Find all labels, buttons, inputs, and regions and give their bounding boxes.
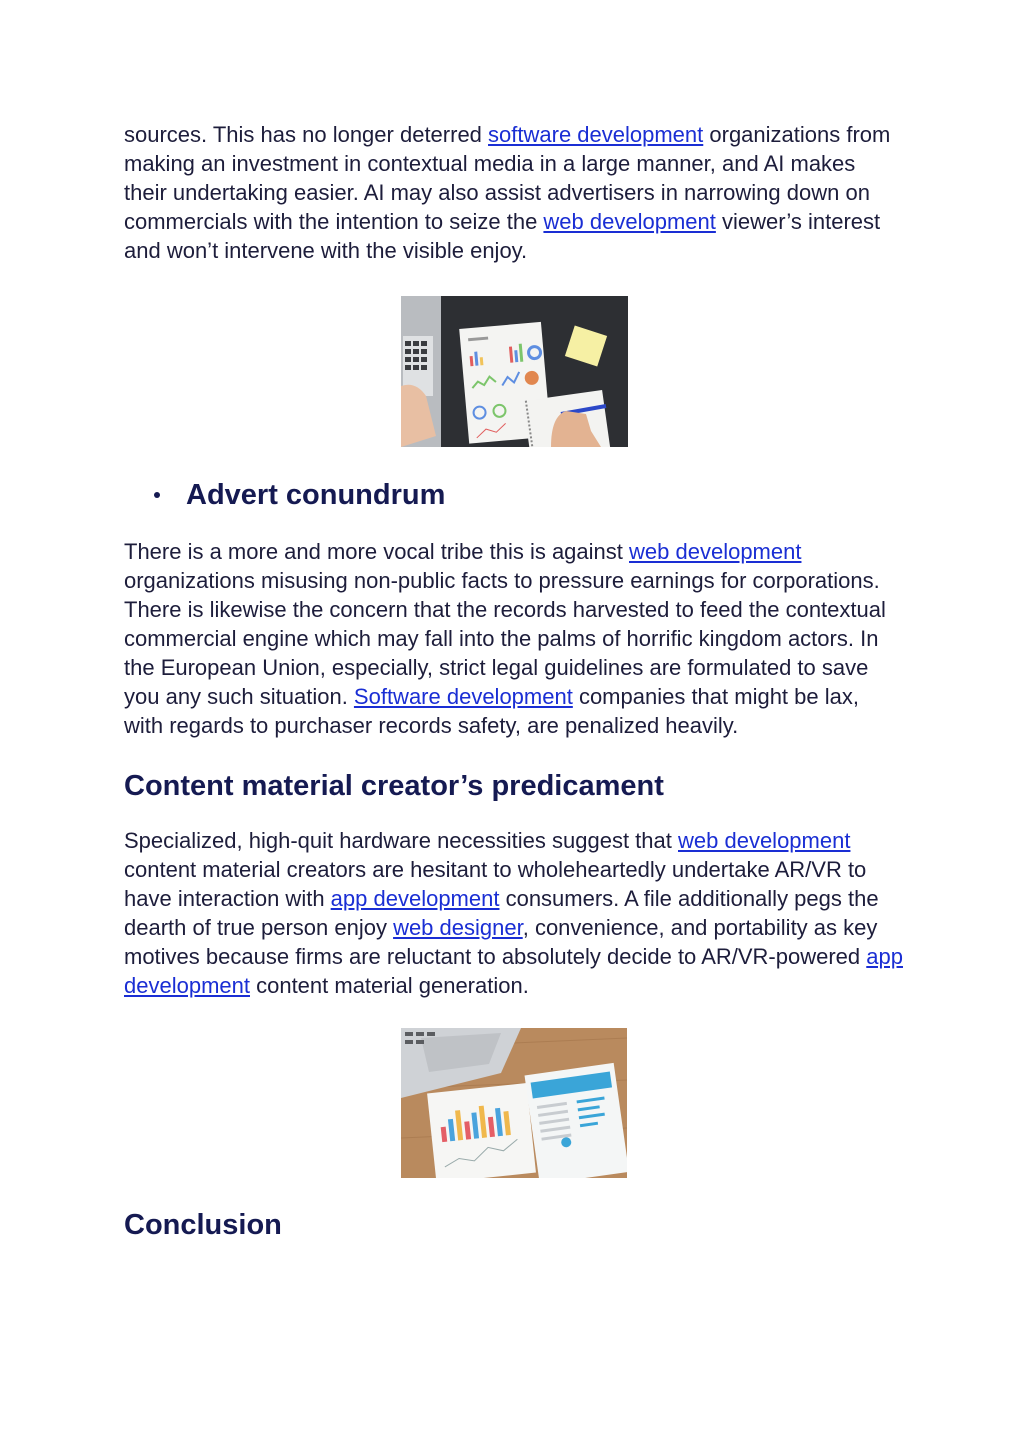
heading-content-creator: Content material creator’s predicament [124, 770, 664, 802]
heading-advert-conundrum: Advert conundrum [186, 479, 446, 511]
link-software-development[interactable]: Software development [353, 684, 573, 709]
analytics-desk-image [401, 296, 628, 447]
document-page [124, 120, 904, 1243]
bullet-heading-row [154, 477, 904, 513]
paragraph-advert: There is a more and more vocal tribe this is against web development organizations misusing non-public facts to pressure earnings for corporations. There is likewise the concern that the records harvested to feed the contextual commercial engine which may fall into the palms of horrific kingdom actors. In the European Union, especially, strict legal guidelines are formulated to save you any such situation. Software development companies that might be lax, with regards to purchaser records safety, are penalized heavily. [124, 539, 886, 738]
link-web-designer[interactable]: web designer [393, 915, 523, 940]
paragraph-intro: sources. This has no longer deterred software development organizations from making an investment in contextual media in a large manner, and AI makes their undertaking easier. AI may also assist advertisers in narrowing down on commercials with the intention to seize the web development viewer’s interest and won’t intervene with the visible enjoy. [124, 122, 891, 263]
link-software-development[interactable]: software development [488, 122, 704, 147]
link-app-development[interactable]: app development [330, 886, 500, 911]
paragraph-content-creator: Specialized, high-quit hardware necessities suggest that web development content material creators are hesitant to wholeheartedly undertake AR/VR to have interaction with app development consumers. A file additionally pegs the dearth of true person enjoy web designer, convenience, and portability as key motives because firms are reluctant to absolutely decide to AR/VR-powered app development content material generation. [124, 828, 903, 998]
link-web-development[interactable]: web development [629, 539, 802, 564]
link-web-development[interactable]: web development [543, 209, 716, 234]
bullet-icon [154, 492, 160, 498]
link-app-development[interactable]: app development [124, 944, 903, 998]
reports-desk-image [401, 1028, 627, 1178]
heading-conclusion: Conclusion [124, 1209, 282, 1241]
link-web-development[interactable]: web development [678, 828, 851, 853]
